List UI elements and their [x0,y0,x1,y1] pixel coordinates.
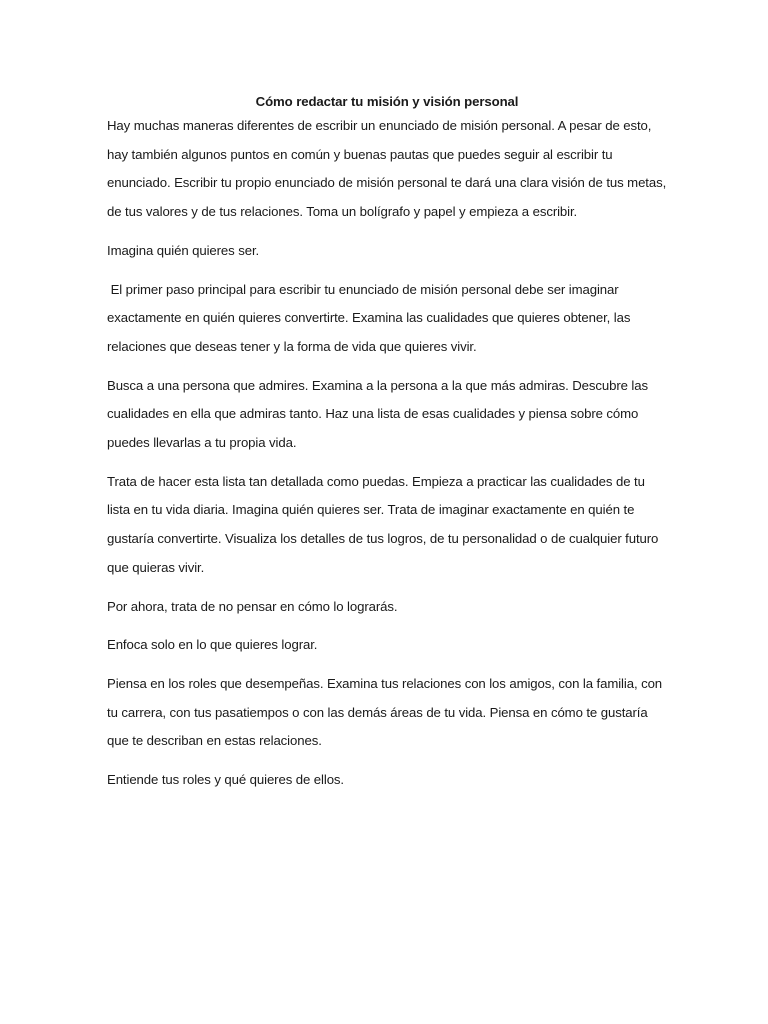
paragraph-detailed-list: Trata de hacer esta lista tan detallada como puedas. Empieza a practicar las cualidades de tu lista en tu vida diaria. Imagina quién quieres ser. Trata de imaginar exactamente en quién te gustaría convertirte. Visualiza los detalles de tus logros, de tu personalidad o de cualquier futuro que quieras vivir. [107,473,659,575]
document-body [107,92,667,795]
paragraph-roles: Piensa en los roles que desempeñas. Examina tus relaciones con los amigos, con la familia, con tu carrera, con tus pasatiempos o con las demás áreas de tu vida. Piensa en cómo te gustaría que te describan en estas relaciones. [107,675,663,749]
paragraph-intro: Hay muchas maneras diferentes de escribir un enunciado de misión personal. A pesar de esto, hay también algunos puntos en común y buenas pautas que puedes seguir al escribir tu enunciado. Escribir tu propio enunciado de misión personal te dará una clara visión de tus metas, de tus valores y de tus relaciones. Toma un bolígrafo y papel y empieza a escribir. [107,118,667,220]
paragraph-admire: Busca a una persona que admires. Examina a la persona a la que más admiras. Descubre las cualidades en ella que admiras tanto. Haz una lista de esas cualidades y piensa sobre cómo puedes llevarlas a tu propia vida. [107,377,648,451]
paragraph-first-step: El primer paso principal para escribir tu enunciado de misión personal debe ser imaginar exactamente en quién quieres convertirte. Examina las cualidades que quieres obtener, las relaciones que deseas tener y la forma de vida que quieres vivir. [107,281,634,354]
paragraph-understand-roles: Entiende tus roles y qué quieres de ellos. [107,772,344,788]
document-title: Cómo redactar tu misión y visión personal [255,94,519,109]
paragraph-imagine-heading: Imagina quién quieres ser. [107,242,260,258]
paragraph-for-now: Por ahora, trata de no pensar en cómo lo lograrás. [107,598,398,614]
paragraph-focus: Enfoca solo en lo que quieres lograr. [107,637,318,653]
